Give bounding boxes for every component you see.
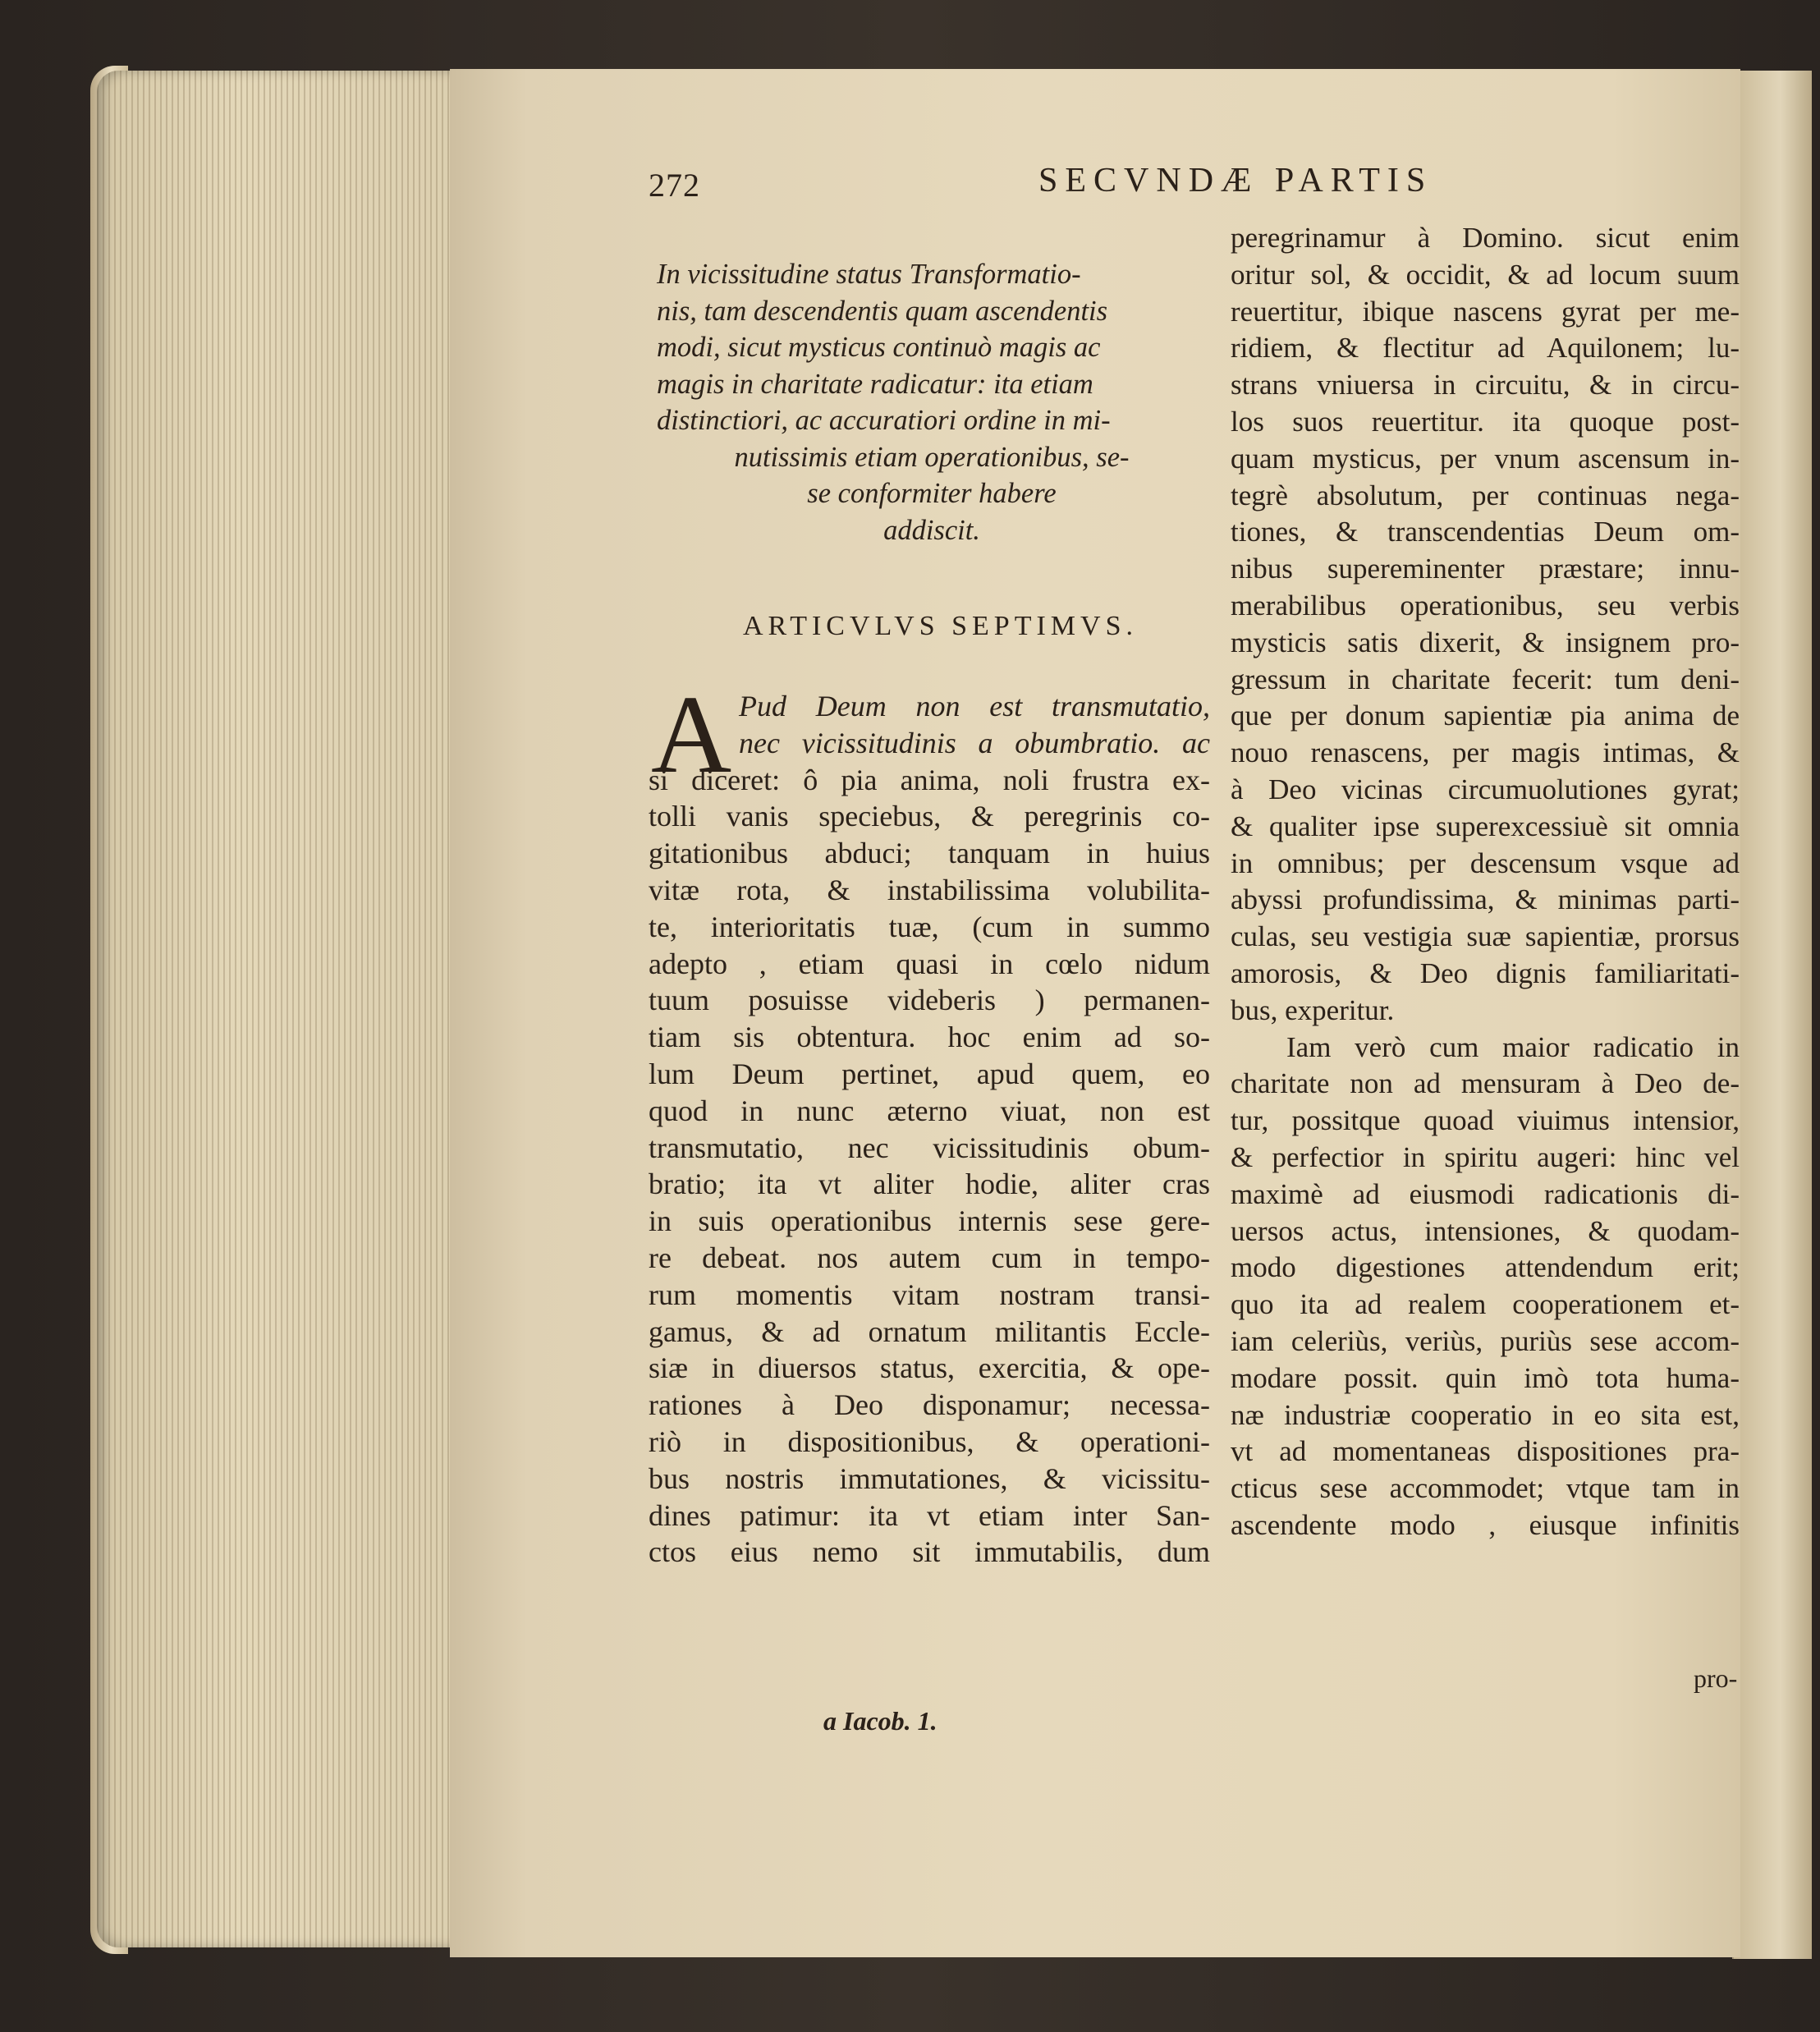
right-column-line: & perfectior in spiritu augeri: hinc vel [1231, 1140, 1740, 1173]
right-column-line: gressum in charitate fecerit: tum deni- [1231, 663, 1740, 695]
right-column-line: tegrè absolutum, per continuas nega- [1231, 479, 1740, 511]
left-column-line: bus nostris immutationes, & vicissitu- [649, 1461, 1210, 1495]
right-column-line: peregrinamur à Domino. sicut enim [1231, 222, 1740, 254]
summary-line: modi, sicut mysticus continuò magis ac [657, 332, 1101, 363]
summary-line: magis in charitate radicatur: ita etiam [657, 368, 1093, 400]
right-column-line: modo digestiones attendendum erit; [1231, 1251, 1740, 1284]
right-column-line: nouo renascens, per magis intimas, & [1231, 736, 1740, 769]
right-column-line: oritur sol, & occidit, & ad locum suum [1231, 258, 1740, 291]
left-column-text [649, 673, 1210, 1571]
right-column-line: culas, seu vestigia suæ sapientiæ, prorsus [1231, 920, 1740, 953]
left-column-line: in suis operationibus internis sese gere- [649, 1204, 1210, 1238]
right-column-line: in omnibus; per descensum vsque ad [1231, 846, 1740, 879]
right-column-line: abyssi profundissima, & minimas parti- [1231, 883, 1740, 916]
summary-line: se conformiter habere [807, 478, 1057, 509]
left-column-line: gamus, & ad ornatum militantis Eccle- [649, 1314, 1210, 1348]
left-column-line: rationes à Deo disponamur; necessa- [649, 1388, 1210, 1422]
left-column-line: tiam sis obtentura. hoc enim ad so- [649, 1021, 1210, 1054]
right-column-line: quam mysticus, per vnum ascensum in- [1231, 442, 1740, 475]
running-head: SECVNDÆ PARTIS [1038, 162, 1433, 200]
right-column-line: strans vniuersa in circuitu, & in circu- [1231, 369, 1740, 401]
right-column-line: que per donum sapientiæ pia anima de [1231, 700, 1740, 732]
summary-line: In vicissitudine status Transformatio- [657, 259, 1081, 290]
right-column-line: tur, possitque quoad viuimus intensior, [1231, 1104, 1740, 1137]
right-column-line: amorosis, & Deo dignis familiaritati- [1231, 956, 1740, 989]
catchword: pro- [1694, 1663, 1738, 1693]
right-column-line: næ industriæ cooperatio in eo sita est, [1231, 1398, 1740, 1431]
left-column-line: rum momentis vitam nostram transi- [649, 1277, 1210, 1311]
left-column-line: gitationibus abduci; tanquam in huius [649, 837, 1210, 870]
right-column-line: charitate non ad mensuram à Deo de- [1231, 1067, 1740, 1100]
left-column-line: Pud Deum non est transmutatio, [739, 690, 1210, 722]
right-column-line: mysticis satis dixerit, & insignem pro- [1231, 626, 1740, 658]
right-column-line: vt ad momentaneas dispositiones pra- [1231, 1435, 1740, 1468]
left-column-line: re debeat. nos autem cum in tempo- [649, 1241, 1210, 1274]
right-column-line: bus, experitur. [1231, 993, 1395, 1026]
right-column-line: tiones, & transcendentias Deum om- [1231, 516, 1740, 548]
right-column-line: Iam verò cum maior radicatio in [1286, 1030, 1740, 1063]
left-column-line: riò in dispositionibus, & operationi- [649, 1424, 1210, 1458]
chapter-summary [657, 256, 1207, 548]
drop-cap: A [651, 673, 732, 796]
left-column-line: vitæ rota, & instabilissima volubilita- [649, 873, 1210, 906]
page-edges [97, 71, 458, 1947]
right-column-line: uersos actus, intensiones, & quodam- [1231, 1214, 1740, 1247]
left-column-line: tolli vanis speciebus, & peregrinis co- [649, 800, 1210, 833]
right-column-line: reuertitur, ibique nascens gyrat per me- [1231, 295, 1740, 328]
left-column-line: dines patimur: ita vt etiam inter San- [649, 1498, 1210, 1532]
footnote: a Iacob. 1. [823, 1706, 938, 1736]
right-column-line: à Deo vicinas circumuolutiones gyrat; [1231, 773, 1740, 805]
left-column-line: siæ in diuersos status, exercitia, & ope- [649, 1351, 1210, 1385]
left-column-line: quod in nunc æterno viuat, non est [649, 1094, 1210, 1127]
page-number: 272 [649, 167, 700, 204]
right-column-line: los suos reuertitur. ita quoque post- [1231, 405, 1740, 438]
facing-page-edge [1732, 71, 1812, 1959]
right-column-line: nibus supereminenter præstare; innu- [1231, 553, 1740, 585]
article-heading: ARTICVLVS SEPTIMVS. [743, 611, 1138, 641]
left-column-line: te, interioritatis tuæ, (cum in summo [649, 910, 1210, 943]
left-column-line: tuum posuisse videberis ) permanen- [649, 984, 1210, 1017]
right-column-line: cticus sese accommodet; vtque tam in [1231, 1472, 1740, 1505]
right-column-text [1231, 220, 1740, 1544]
summary-line: distinctiori, ac accuratiori ordine in mi- [657, 405, 1111, 436]
right-column-line: maximè ad eiusmodi radicationis di- [1231, 1177, 1740, 1210]
right-column-line: modare possit. quin imò tota huma- [1231, 1361, 1740, 1394]
left-column-line: bratio; ita vt aliter hodie, aliter cras [649, 1167, 1210, 1201]
summary-line: addiscit. [883, 514, 980, 546]
left-column-line: ctos eius nemo sit immutabilis, dum [649, 1535, 1210, 1569]
left-column-line: transmutatio, nec vicissitudinis obum- [649, 1131, 1210, 1164]
summary-line: nis, tam descendentis quam ascendentis [657, 295, 1108, 327]
right-column-line: ascendente modo , eiusque infinitis [1231, 1508, 1740, 1541]
right-column-line: iam celeriùs, veriùs, puriùs sese accom- [1231, 1324, 1740, 1357]
right-column-line: & qualiter ipse superexcessiuè sit omnia [1231, 810, 1740, 842]
right-column-line: merabilibus operationibus, seu verbis [1231, 589, 1740, 622]
left-column-line: adepto , etiam quasi in cœlo nidum [649, 947, 1210, 980]
right-column-line: ridiem, & flectitur ad Aquilonem; lu- [1231, 332, 1740, 365]
right-column-line: quo ita ad realem cooperationem et- [1231, 1288, 1740, 1321]
left-column-line: lum Deum pertinet, apud quem, eo [649, 1057, 1210, 1090]
summary-line: nutissimis etiam operationibus, se- [734, 441, 1130, 473]
left-column-line: si diceret: ô pia anima, noli frustra ex- [649, 763, 1210, 796]
left-column-line: nec vicissitudinis a obumbratio. ac [739, 726, 1210, 759]
